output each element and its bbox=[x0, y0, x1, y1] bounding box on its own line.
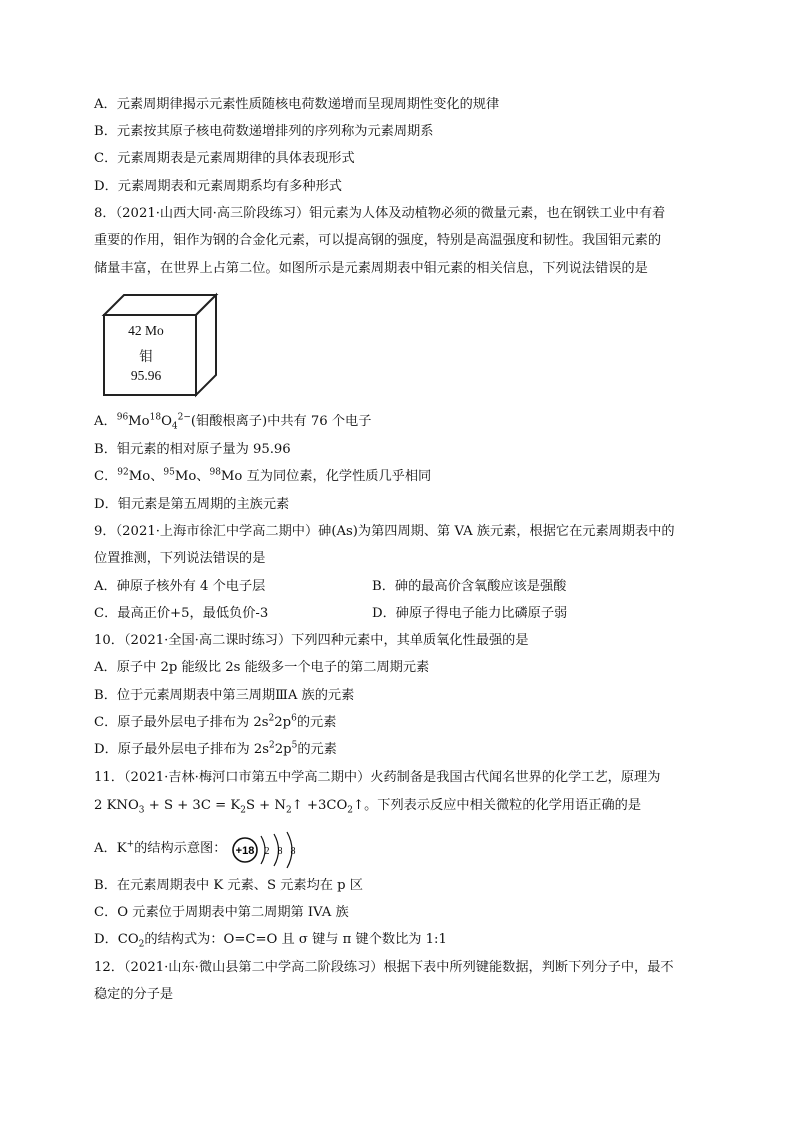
cube-atomic-mass: 95.96 bbox=[130, 368, 162, 383]
k-ion-structure-diagram bbox=[229, 830, 309, 870]
q11-option-c: C．O 元素位于周期表中第二周期第 IVA 族 bbox=[94, 905, 349, 920]
q8-stem-line2: 重要的作用，钼作为钢的合金化元素，可以提高钢的强度，特别是高温强度和韧性。我国钼元素的 bbox=[94, 233, 662, 248]
q7-option-c: C．元素周期表是元素周期律的具体表现形式 bbox=[94, 151, 355, 166]
cube-element-name: 钼 bbox=[139, 349, 153, 364]
cube-atomic-number-symbol: 42 Mo bbox=[128, 323, 164, 338]
q7-option-d: D．元素周期表和元素周期系均有多种形式 bbox=[94, 179, 342, 194]
q10-option-d: D．原子最外层电子排布为 $2s^22p^5$的元素 bbox=[94, 740, 337, 757]
q8-option-d: D．钼元素是第五周期的主族元素 bbox=[94, 497, 290, 512]
q10-option-a: A．原子中 2p 能级比 2s 能级多一个电子的第二周期元素 bbox=[94, 660, 430, 675]
q9-stem-line1: 9．（2021·上海市徐汇中学高二期中）砷(As)为第四周期、第 VA 族元素，根据它在元素周期表中的 bbox=[94, 524, 675, 539]
q8-option-a: A．$^{96}Mo^{18}O_4^{2-}$(钼酸根离子)中共有 76 个电子 bbox=[94, 412, 372, 432]
q8-option-b: B．钼元素的相对原子量为 95.96 bbox=[94, 442, 291, 457]
shell3-count: 8 bbox=[290, 846, 296, 857]
q9-option-a: A．砷原子核外有 4 个电子层 bbox=[94, 579, 266, 594]
q8-option-c: C．$^{92}$Mo、$^{95}$Mo、$^{98}$Mo 互为同位素，化学性质几乎相同 bbox=[94, 467, 432, 484]
q9-stem-line2: 位置推测，下列说法错误的是 bbox=[94, 551, 266, 566]
q7-option-a: A．元素周期律揭示元素性质随核电荷数递增而呈现周期性变化的规律 bbox=[94, 97, 500, 112]
nucleus-charge: +18 bbox=[235, 845, 255, 857]
q9-option-d: D．砷原子得电子能力比磷原子弱 bbox=[372, 606, 568, 621]
q11-option-d: D．$CO_2$的结构式为：O=C=O 且 σ 键与 π 键个数比为 1:1 bbox=[94, 932, 447, 950]
q10-stem: 10．（2021·全国·高二课时练习）下列四种元素中，其单质氧化性最强的是 bbox=[94, 633, 529, 648]
q7-option-b: B．元素按其原子核电荷数递增排列的序列称为元素周期系 bbox=[94, 124, 434, 139]
q8-stem-line1: 8．（2021·山西大同·高三阶段练习）钼元素为人体及动植物必须的微量元素，也在钢铁工业中有着 bbox=[94, 206, 666, 221]
q12-stem-line2: 稳定的分子是 bbox=[94, 987, 174, 1002]
q9-option-c: C．最高正价+5，最低负价-3 bbox=[94, 606, 269, 621]
shell1-count: 2 bbox=[264, 846, 270, 857]
q11-option-a: A．K+的结构示意图： bbox=[94, 839, 227, 856]
q12-stem-line1: 12．（2021·山东·微山县第二中学高二阶段练习）根据下表中所列键能数据，判断下列分子中，最不 bbox=[94, 960, 674, 975]
q11-option-b: B．在元素周期表中 K 元素、S 元素均在 p 区 bbox=[94, 878, 363, 893]
q11-stem-line1: 11．（2021·吉林·梅河口市第五中学高二期中）火药制备是我国古代闻名世界的化学工艺，原理为 bbox=[94, 770, 661, 785]
q11-equation: 2 $KNO_3 + S + 3C = K_2S$ + $N_2↑$ $+3CO_2↑$。下列表示反应中相关微粒的化学用语正确的是 bbox=[94, 798, 642, 816]
shell2-count: 8 bbox=[277, 846, 283, 857]
q10-option-b: B．位于元素周期表中第三周期ⅢA 族的元素 bbox=[94, 688, 355, 703]
q10-option-c: C．原子最外层电子排布为 $2s^22p^6$的元素 bbox=[94, 713, 337, 730]
q9-option-b: B．砷的最高价含氧酸应该是强酸 bbox=[372, 579, 567, 594]
q8-stem-line3: 储量丰富，在世界上占第二位。如图所示是元素周期表中钼元素的相关信息，下列说法错误的是 bbox=[94, 261, 648, 276]
